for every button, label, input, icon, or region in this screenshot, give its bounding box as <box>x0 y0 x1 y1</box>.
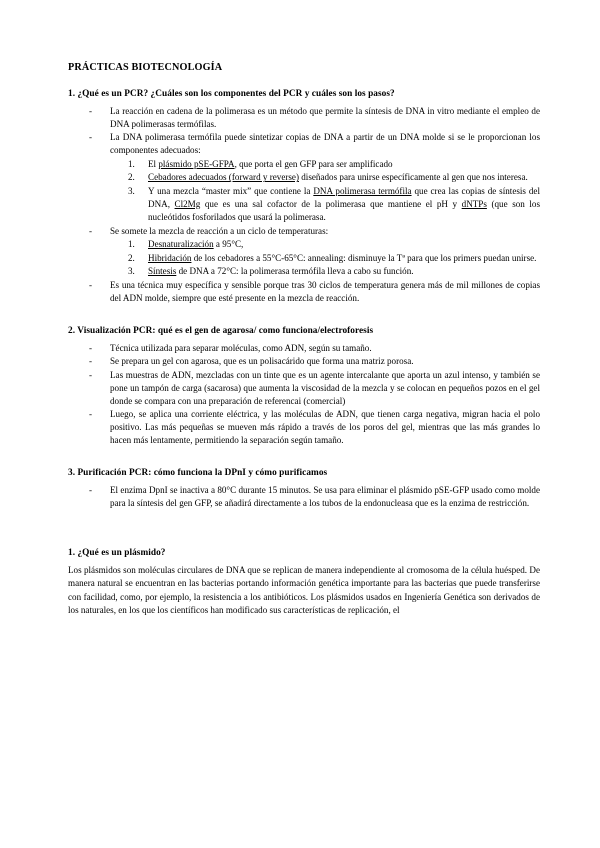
bullet-text: Luego, se aplica una corriente eléctrica, y las moléculas de ADN, que tienen carga negativa, migran hacia el polo positivo. Las más pequeñas se mueven más rápido a través de los poros del gel, mientras que las más grandes lo hacen más lentamente, permitiendo la separación según tamaño. <box>110 409 540 445</box>
bullet-text: La DNA polimerasa termófila puede sintetizar copias de DNA a partir de un DNA molde si se le proporcionan los componentes adecuados: <box>110 132 540 156</box>
list-item <box>68 105 540 131</box>
section-2-bullet-list <box>68 342 540 447</box>
component-3-underlined-3: dNTPs <box>461 198 487 209</box>
component-3-part-4: (que son los nucleótidos fosforilados que usará la polimerasa. <box>148 198 540 222</box>
list-number: 3. <box>128 266 135 277</box>
bullet-text: Las muestras de ADN, mezcladas con un tinte que es un agente intercalante que aporta un azul intenso, y también se pone un tampón de carga (sacarosa) que aumenta la viscosidad de la mezcla y se colocan en pequeños pozos en el gel donde se compara con una preparación de referencai (comercial) <box>110 369 540 406</box>
section-4-heading: 1. ¿Qué es un plásmido? <box>68 548 166 559</box>
list-item <box>68 342 540 355</box>
list-item <box>68 185 540 224</box>
section-3-bullet-list <box>68 484 540 510</box>
dash-marker-icon: - <box>89 132 93 143</box>
bullet-text: Técnica utilizada para separar moléculas, como ADN, según su tamaño. <box>110 343 372 354</box>
bullet-text: Se prepara un gel con agarosa, que es un polisacárido que forma una matriz porosa. <box>110 356 414 367</box>
cycle-step-1-suffix: a 95°C, <box>213 239 244 250</box>
bullet-text: El enzima DpnI se inactiva a 80°C durante 15 minutos. Se usa para eliminar el plásmido pSE-GFP usado como molde para la síntesis del gen GFP, se añadirá directamente a los tubos de la endonucleasa que es la enzima de restricción. <box>110 484 540 508</box>
cycle-step-2-suffix: de los cebadores a 55°C-65°C: annealing: disminuye la Tª para que los primers puedan unirse. <box>191 252 537 263</box>
list-item <box>68 484 540 510</box>
list-item <box>68 158 540 171</box>
section-spacer <box>68 305 540 326</box>
bullet-text: Es una técnica muy específica y sensible porque tras 30 ciclos de temperatura genera más de mil millones de copias del ADN molde, siempre que esté presente en la mezcla de reacción. <box>110 280 540 304</box>
section-1 <box>68 89 540 305</box>
component-3-part-3: que es una sal cofactor de la polimerasa que mantiene el pH y <box>200 198 462 209</box>
component-3-part-2: que crea las copias de síntesis del DNA, <box>148 185 540 209</box>
list-number: 2. <box>128 172 135 183</box>
component-2-underlined: Cebadores adecuados (forward y reverse) <box>148 172 299 183</box>
component-2-suffix: diseñados para unirse específicamente al gen que nos interesa. <box>298 172 528 183</box>
list-number: 1. <box>128 158 135 169</box>
section-3 <box>68 468 540 509</box>
section-2-heading: 2. Visualización PCR: qué es el gen de agarosa/ como funciona/electroforesis <box>68 326 374 337</box>
dash-marker-icon: - <box>89 409 93 420</box>
section-1-cycle-intro-list <box>68 225 540 238</box>
page-title: PRÁCTICAS BIOTECNOLOGÍA <box>68 62 223 73</box>
section-1-bullet-list <box>68 105 540 157</box>
dash-marker-icon: - <box>89 369 93 380</box>
cycle-step-1-underlined: Desnaturalización <box>148 239 214 250</box>
section-1-components-list <box>68 158 540 224</box>
list-item <box>68 131 540 157</box>
section-3-heading: 3. Purificación PCR: cómo funciona la DPnI y cómo purificamos <box>68 468 328 479</box>
list-item <box>68 238 540 251</box>
list-item <box>68 369 540 408</box>
section-spacer <box>68 447 540 468</box>
list-item <box>68 171 540 184</box>
list-number: 1. <box>128 239 135 250</box>
bullet-text: Se somete la mezcla de reacción a un ciclo de temperaturas: <box>110 225 329 236</box>
list-item <box>68 252 540 265</box>
section-4 <box>68 548 540 617</box>
section-1-cycle-list <box>68 238 540 278</box>
list-number: 3. <box>128 185 135 196</box>
cycle-step-3-underlined: Síntesis <box>148 266 177 277</box>
section-4-paragraph: Los plásmidos son moléculas circulares de DNA que se replican de manera independiente al cromosoma de la célula huésped. De manera natural se encuentran en las bacterias portando información genética importante para las bacterias que puede transferirse con facilidad, como, por ejemplo, la resistencia a los antibióticos. Los plásmidos usados en Ingeniería Genética son derivados de los naturales, en los que los científicos han modificado sus características de replicación, el <box>68 564 540 615</box>
dash-marker-icon: - <box>89 105 93 116</box>
list-number: 2. <box>128 252 135 263</box>
section-spacer <box>68 531 540 548</box>
dash-marker-icon: - <box>89 225 93 236</box>
list-item <box>68 265 540 278</box>
section-1-heading: 1. ¿Qué es un PCR? ¿Cuáles son los componentes del PCR y cuáles son los pasos? <box>68 89 395 100</box>
cycle-step-2-underlined: Hibridación <box>148 252 192 263</box>
dash-marker-icon: - <box>89 280 93 291</box>
dash-marker-icon: - <box>89 356 93 367</box>
dash-marker-icon: - <box>89 484 93 495</box>
section-spacer <box>68 510 540 531</box>
section-2 <box>68 326 540 446</box>
list-item <box>68 408 540 447</box>
component-3-underlined-2: Cl2Mg <box>174 198 201 209</box>
component-1-prefix: El <box>148 158 159 169</box>
component-3-underlined-1: DNA polimerasa termófila <box>313 185 412 196</box>
cycle-step-3-suffix: de DNA a 72°C: la polimerasa termófila lleva a cabo su función. <box>176 266 414 277</box>
component-1-suffix: , que porta el gen GFP para ser amplificado <box>234 158 393 169</box>
component-1-underlined: plásmido pSE-GFPA <box>158 158 235 169</box>
dash-marker-icon: - <box>89 343 93 354</box>
list-item <box>68 225 540 238</box>
component-3-part-1: Y una mezcla “master mix” que contiene la <box>148 185 314 196</box>
bullet-text: La reacción en cadena de la polimerasa es un método que permite la síntesis de DNA in vitro mediante el empleo de DNA polimerasas termófilas. <box>110 105 540 129</box>
list-item <box>68 279 540 305</box>
list-item <box>68 355 540 368</box>
section-1-closing-list <box>68 279 540 305</box>
